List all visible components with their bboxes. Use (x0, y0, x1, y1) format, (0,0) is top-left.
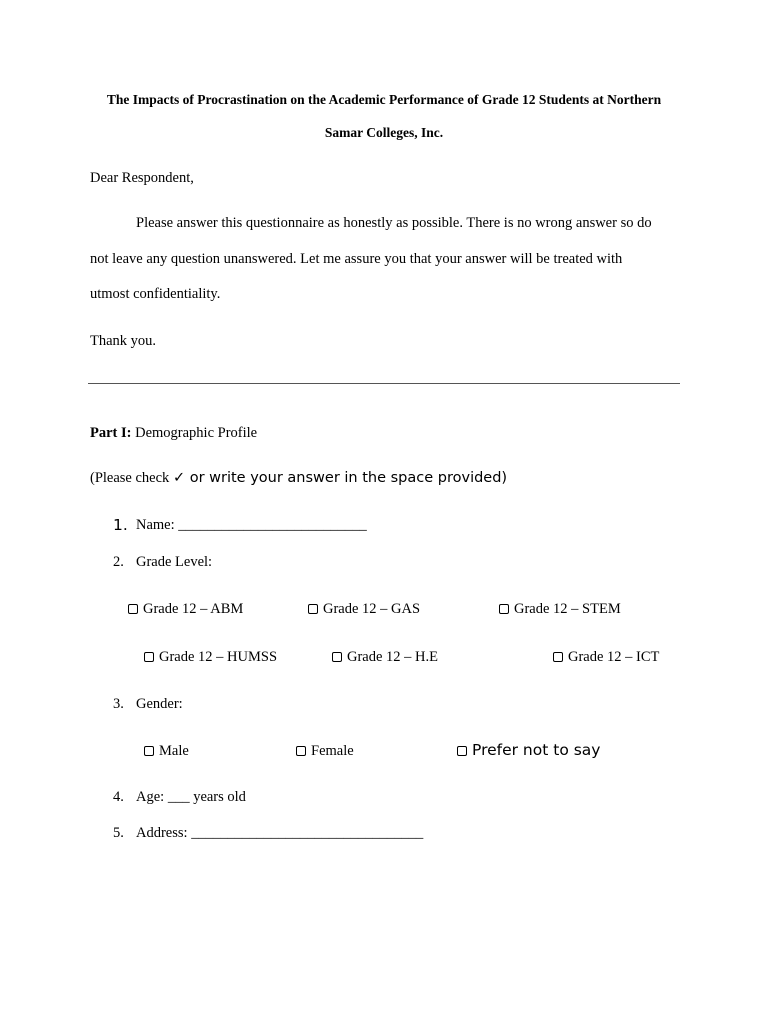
option-label: Male (159, 743, 189, 759)
option-gender-male[interactable] (144, 743, 189, 760)
checkbox-icon[interactable] (499, 604, 509, 614)
option-grade-humss[interactable] (144, 649, 277, 666)
intro-paragraph-line-3: utmost confidentiality. (90, 286, 221, 302)
q4-number: 4. (113, 789, 124, 805)
q2-label: Grade Level: (136, 554, 213, 570)
age-field[interactable]: ___ (167, 789, 190, 805)
option-label: Grade 12 – H.E (347, 649, 439, 665)
option-label: Grade 12 – ICT (568, 649, 660, 665)
q5-address (136, 825, 423, 842)
part-heading (90, 425, 257, 442)
closing: Thank you. (90, 333, 157, 349)
checkbox-icon[interactable] (457, 746, 467, 756)
checkbox-icon[interactable] (553, 652, 563, 662)
checkbox-icon[interactable] (144, 652, 154, 662)
document-title-line-1: The Impacts of Procrastination on the Academic Performance of Grade 12 Students at Northern (106, 92, 662, 107)
q4-suffix: years old (189, 789, 246, 805)
part-label: Part I: (90, 425, 132, 441)
instruction-text: (Please check (90, 470, 173, 486)
option-label: Grade 12 – ABM (143, 601, 244, 617)
name-field[interactable]: __________________________ (178, 517, 367, 533)
option-grade-stem[interactable] (499, 601, 621, 618)
option-gender-prefer-not[interactable] (457, 741, 600, 760)
salutation: Dear Respondent, (90, 170, 194, 186)
instruction-check-text: ✓ or write your answer in the space provided) (172, 470, 508, 486)
option-grade-abm[interactable] (128, 601, 243, 618)
option-label: Prefer not to say (472, 741, 601, 759)
checkbox-icon[interactable] (144, 746, 154, 756)
q5-label: Address: (136, 825, 192, 841)
intro-paragraph-line-2: not leave any question unanswered. Let me assure you that your answer will be treated with (90, 251, 623, 267)
q4-label: Age: (136, 789, 168, 805)
q4-age (136, 789, 246, 806)
checkbox-icon[interactable] (332, 652, 342, 662)
q5-number: 5. (113, 825, 124, 841)
option-grade-he[interactable] (332, 649, 438, 666)
q3-number: 3. (113, 696, 124, 712)
q1-number: 1. (113, 516, 128, 534)
option-label: Grade 12 – STEM (514, 601, 621, 617)
q2-number: 2. (113, 554, 124, 570)
address-field[interactable]: ________________________________ (191, 825, 424, 841)
option-label: Female (311, 743, 354, 759)
instruction (90, 470, 507, 487)
checkbox-icon[interactable] (308, 604, 318, 614)
q1-label: Name: (136, 517, 179, 533)
option-label: Grade 12 – GAS (323, 601, 421, 617)
q3-label: Gender: (136, 696, 183, 712)
option-gender-female[interactable] (296, 743, 354, 760)
option-grade-gas[interactable] (308, 601, 420, 618)
q1-name (136, 517, 367, 534)
option-grade-ict[interactable] (553, 649, 659, 666)
horizontal-divider (88, 383, 680, 384)
document-title-line-2: Samar Colleges, Inc. (324, 125, 444, 140)
option-label: Grade 12 – HUMSS (159, 649, 278, 665)
checkbox-icon[interactable] (296, 746, 306, 756)
intro-paragraph-line-1: Please answer this questionnaire as honestly as possible. There is no wrong answer so do (136, 215, 652, 231)
part-title: Demographic Profile (135, 425, 258, 441)
checkbox-icon[interactable] (128, 604, 138, 614)
